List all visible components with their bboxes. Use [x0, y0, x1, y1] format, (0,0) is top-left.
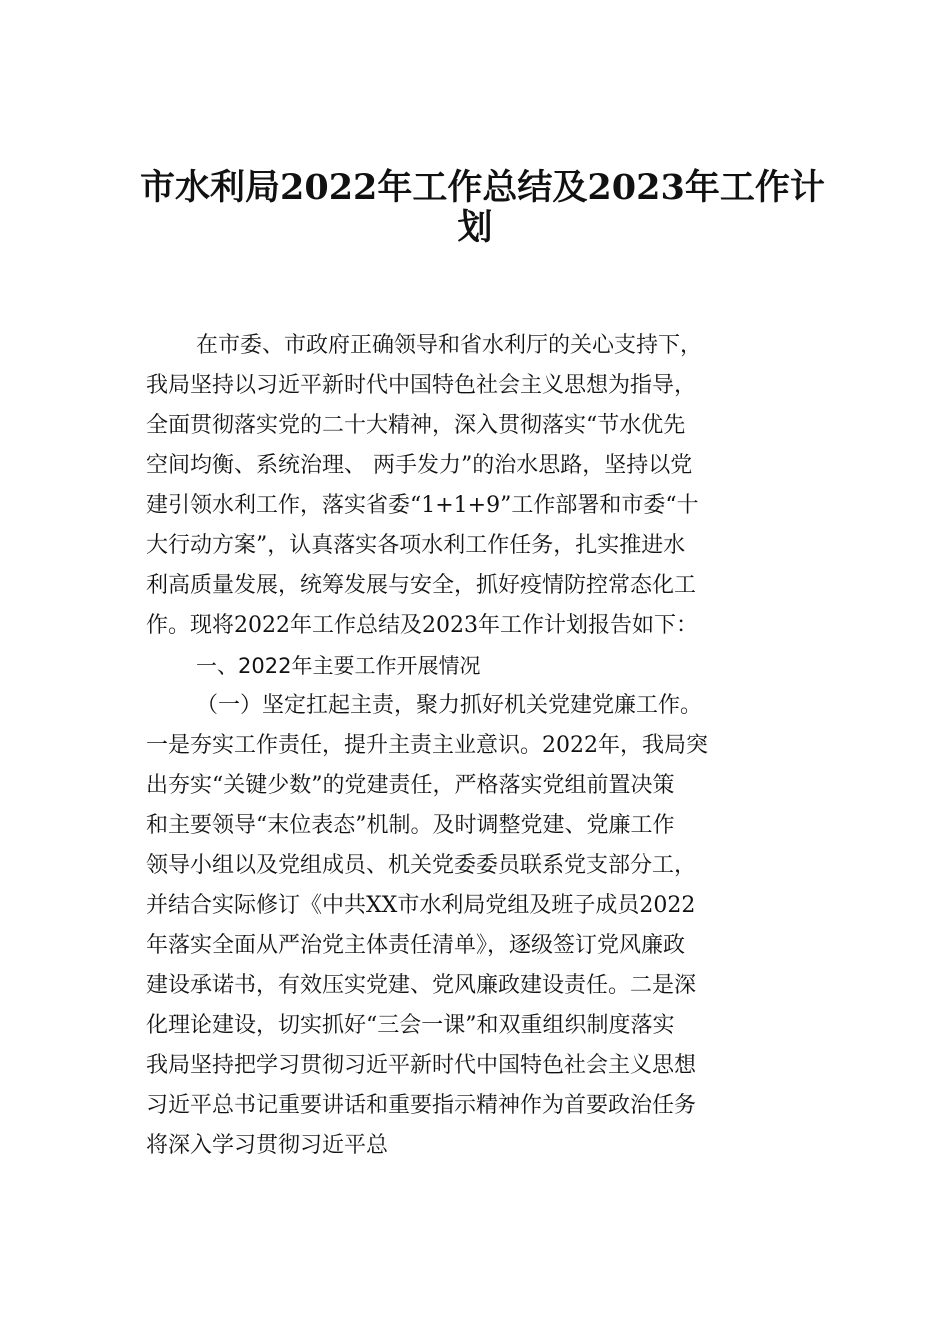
paragraph-line: 作。现将2022年工作总结及2023年工作计划报告如下：	[146, 613, 698, 638]
subsection-heading: （一）坚定扛起主责，聚力抓好机关党建党廉工作。	[196, 693, 703, 718]
paragraph-line: 在市委、市政府正确领导和省水利厅的关心支持下，	[196, 333, 703, 358]
document-title-line-1: 市水利局2022年工作总结及2023年工作计	[140, 167, 825, 208]
section-heading: 一、2022年主要工作开展情况	[196, 654, 481, 678]
paragraph-line: 我局坚持把学习贯彻习近平新时代中国特色社会主义思想	[146, 1053, 697, 1078]
paragraph-line: 领导小组以及党组成员、机关党委委员联系党支部分工，	[146, 853, 697, 878]
paragraph-line: 出夯实“关键少数”的党建责任，严格落实党组前置决策	[146, 773, 675, 798]
paragraph-line: 大行动方案”，认真落实各项水利工作任务，扎实推进水	[146, 533, 686, 558]
paragraph-line: 并结合实际修订《中共XX市水利局党组及班子成员2022	[146, 893, 696, 918]
paragraph-line: 一是夯实工作责任，提升主责主业意识。2022年，我局突	[146, 733, 708, 758]
document-title-line-2: 划	[457, 207, 493, 248]
paragraph-line: 利高质量发展，统筹发展与安全，抓好疫情防控常态化工	[146, 573, 697, 598]
paragraph-line: 建设承诺书，有效压实党建、党风廉政建设责任。二是深	[146, 973, 697, 998]
paragraph-line: 和主要领导“末位表态”机制。及时调整党建、党廉工作	[146, 813, 675, 838]
paragraph-line: 习近平总书记重要讲话和重要指示精神作为首要政治任务	[146, 1093, 697, 1118]
paragraph-line: 年落实全面从严治党主体责任清单》，逐级签订党风廉政	[146, 933, 686, 958]
paragraph-line: 建引领水利工作，落实省委“1+1+9”工作部署和市委“十	[146, 493, 699, 518]
paragraph-line: 空间均衡、系统治理、 两手发力”的治水思路，坚持以党	[146, 453, 693, 478]
paragraph-line: 将深入学习贯彻习近平总	[146, 1133, 389, 1158]
document-body	[146, 326, 816, 1166]
paragraph-line: 全面贯彻落实党的二十大精神，深入贯彻落实“节水优先	[146, 413, 686, 438]
paragraph-line: 我局坚持以习近平新时代中国特色社会主义思想为指导，	[146, 373, 697, 398]
paragraph-line: 化理论建设，切实抓好“三会一课”和双重组织制度落实	[146, 1013, 675, 1038]
